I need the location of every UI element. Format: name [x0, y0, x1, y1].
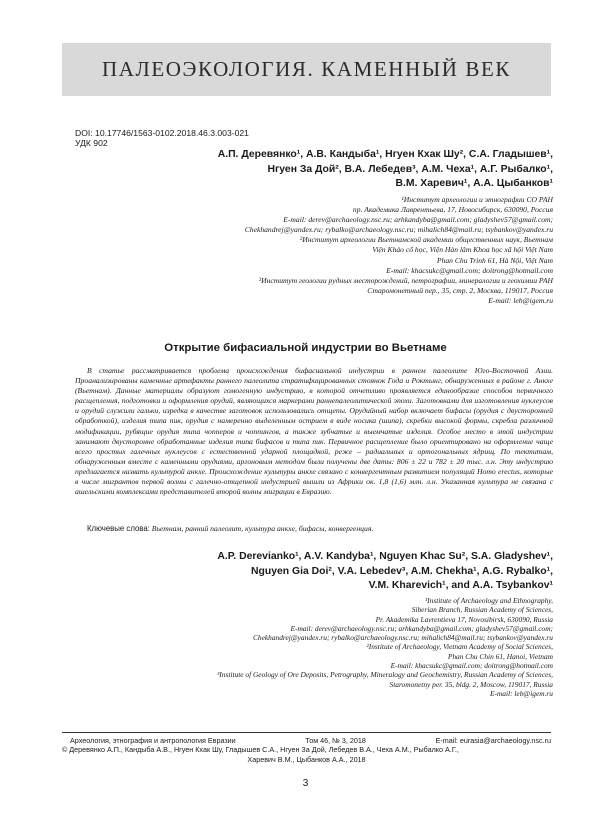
affiliation-email[interactable]: E-mail: leb@igem.ru [488, 295, 553, 305]
affiliation-line: Старомонетный пер., 35, стр. 2, Москва, 119017, Россия [367, 285, 553, 295]
affiliations-english [83, 596, 553, 698]
author-line: Нгуен За Дой², В.А. Лебедев³, А.М. Чеха¹, А.Г. Рыбалко¹, [267, 163, 553, 175]
affiliation-email[interactable]: E-mail: leb@igem.ru [489, 688, 553, 698]
affiliation-line: ²Institute of Archaeology, Vietnam Academy of Social Sciences, [366, 642, 553, 652]
affiliation-line: ¹Институт археологии и этнографии СО РАН [401, 195, 553, 204]
udk-code: УДК 902 [75, 138, 108, 148]
author-line: V.M. Kharevich¹, and A.A. Tsybankov¹ [368, 580, 553, 591]
affiliation-email[interactable]: E-mail: khacsukc@gmail.com; doitrong@hotmail.com [390, 661, 553, 671]
author-line: А.П. Деревянко¹, А.В. Кандыба¹, Нгуен Кхак Шу², С.А. Гладышев¹, [217, 149, 553, 160]
journal-email[interactable]: E-mail: eurasia@archaeology.nsc.ru [435, 736, 551, 745]
affiliation-line: Siberian Branch, Russian Academy of Sciences, [411, 605, 553, 615]
author-line: Nguyen Gia Doi², V.A. Lebedev³, A.M. Chekha¹, A.G. Rybalko¹, [251, 565, 553, 577]
affiliation-line: пр. Академика Лаврентьева, 17, Новосибирск, 630090, Россия [352, 205, 553, 215]
affiliation-email[interactable]: Chekhandrej@yandex.ru; rybalko@archaeology.nsc.ru; mihalich84@mail.ru; tsybankov@yandex.ru [244, 225, 553, 235]
copyright-line: © Деревянко А.П., Кандыба А.В., Нгуен Кхак Шу, Гладышев С.А., Нгуен За Дой, Лебедев В.А., Чеха А.М., Рыбалко А.Г., [62, 745, 459, 755]
affiliation-email[interactable]: E-mail: derev@archaeology.nsc.ru; arhkandyba@gmail.com; gladyshev57@gmail.com; [283, 215, 553, 225]
authors-russian [83, 148, 553, 192]
affiliation-line: Phan Chu Trinh 61, Hà Nội, Việt Nam [436, 255, 553, 265]
footer-divider [62, 732, 551, 733]
page-footer [62, 736, 551, 764]
author-line: В.М. Харевич¹, А.А. Цыбанков¹ [395, 178, 553, 189]
affiliation-line: Pr. Akademika Lavrentieva 17, Novosibirsk, 630090, Russia [375, 614, 553, 624]
copyright-line: Харевич В.М., Цыбанков А.А., 2018 [247, 754, 366, 764]
footer-journal-row [62, 736, 551, 745]
affiliation-email[interactable]: E-mail: khacsukc@gmail.com; doitrong@hotmail.com [386, 265, 553, 275]
keywords [87, 524, 373, 533]
page-number: 3 [302, 778, 309, 789]
affiliation-line: ³Институт геологии рудных месторождений, петрографии, минералогии и геохимии РАН [258, 275, 553, 285]
affiliation-line: ³Institute of Geology of Ore Deposits, Petrography, Mineralogy and Geochemistry, Russian Academy of Sciences, [217, 670, 553, 680]
affiliation-line: ²Институт археологии Вьетнамской академии общественных наук, Вьетнам [300, 235, 553, 245]
journal-name: Археология, этнография и антропология Евразии [70, 736, 236, 745]
authors-english [83, 550, 553, 594]
keywords-text: Вьетнам, ранний палеолит, культура анкхе, бифасы, конвергенция. [151, 524, 374, 533]
article-identifiers [75, 128, 249, 148]
doi-link[interactable]: DOI: 10.17746/1563-0102.2018.46.3.003-021 [75, 128, 249, 138]
article-title: Открытие бифасиальной индустрии во Вьетнаме [164, 342, 447, 354]
affiliation-line: Phan Chu Chin 61, Hanoi, Vietnam [447, 651, 553, 661]
keywords-label: Ключевые слова: [87, 524, 150, 533]
affiliation-email[interactable]: E-mail: derev@archaeology.nsc.ru; arhkandyba@gmail.com; gladyshev57@gmail.com; [290, 623, 553, 633]
section-banner-title: ПАЛЕОЭКОЛОГИЯ. КАМЕННЫЙ ВЕК [101, 57, 512, 81]
affiliation-line: Staromonetny per. 35, bldg. 2, Moscow, 119017, Russia [389, 679, 553, 689]
affiliations-russian [83, 195, 553, 306]
affiliation-line: ¹Institute of Archaeology and Ethnography, [424, 596, 553, 605]
abstract-text: В статье рассматривается проблема происхождения бифасиальной индустрии в раннем палеолите Юго-Восточной Азии. Проанализированы каменные артефакты раннего палеолита стратифицированных стоянок Года и Роктынг, обнаруженных в районе г. Анкхе (Вьетнам). Данные материалы образуют гомогенную индустрию, в которой отчетливо проявляется единообразие способов первичного расщепления, подготовки и оформления орудий, являющихся маркерами раннепалеолитической эпохи. Заготовками для изготовления нуклеусов и орудий служили гальки, изредка в качестве заготовок использовались отщепы. Орудийный набор включает бифасы (орудия с двусторонней обработкой), изделия типа пик, орудия с намеренно выделенным острием в виде носика (шипа), скребки высокой формы, скребла различной модификации, рубящие орудия типа чопперов и чоппингов, а также зубчатые и выемчатые изделия. Особое место в этой индустрии занимают двусторонне обработанные изделия типа бифасов и типа пик. Первичное расщепление было ориентировано на оформление чаще всего простых галечных нуклеусов с естественной ударной площадкой, реже – радиальных и ортогональных ядрищ. По тектитам, обнаруженным вместе с каменными орудиями, аргоновым методом были получены две даты: 806 ± 22 и 782 ± 20 тыс. л.н. Эту индустрию предлагается назвать культурой анкхе. Происхождение культуры анкхе связано с конвергентным развитием популяций Homo erectus, которые в числе мигрантов первой волны с галечно-отщепной индустрией вышли из Африки ок. 1,8 (1,6) млн. л.н. Указанная культура не связана с ашельскими комплексами представителей второй волны миграции в Евразию. [75, 366, 553, 497]
section-banner [62, 43, 551, 96]
affiliation-email[interactable]: Chekhandrej@yandex.ru; rybalko@archaeology.nsc.ru; mihalich84@mail.ru; tsybankov@yandex.ru [252, 633, 553, 643]
affiliation-line: Viện Khảo cổ học, Viện Hàn lâm Khoa học xã hội Việt Nam [372, 245, 553, 255]
journal-issue: Том 46, № 3, 2018 [305, 736, 366, 745]
author-line: A.P. Derevianko¹, A.V. Kandyba¹, Nguyen Khac Su², S.A. Gladyshev¹, [217, 551, 553, 562]
